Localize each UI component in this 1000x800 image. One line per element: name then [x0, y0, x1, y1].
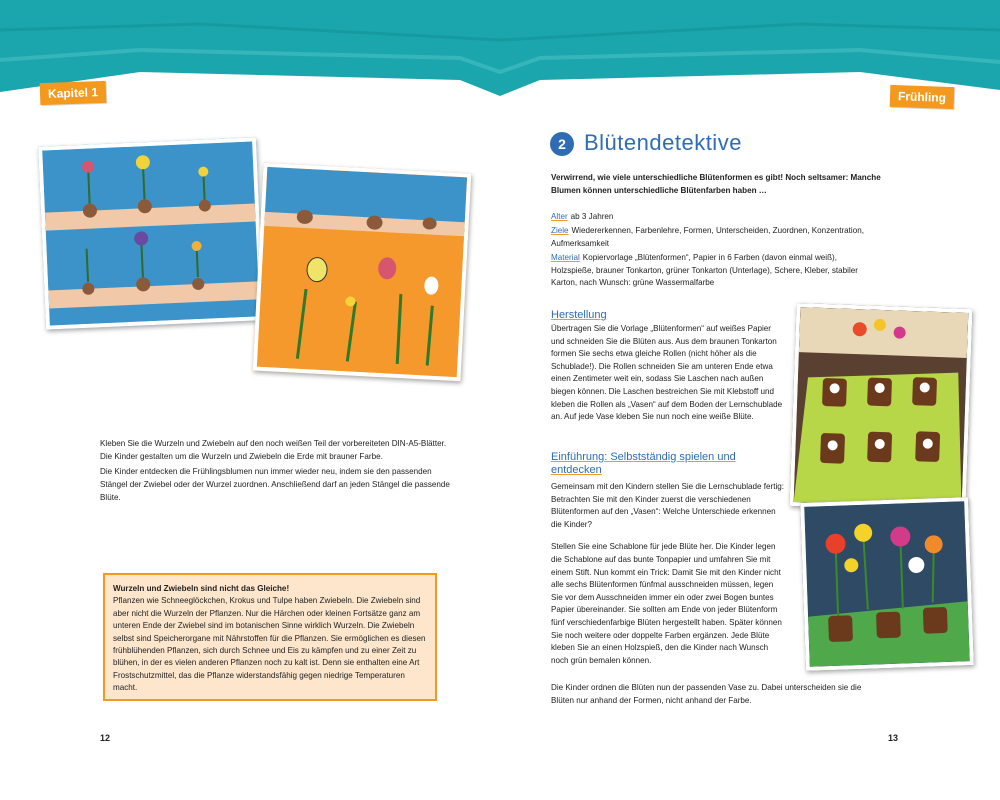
- section-text-herstellung: Übertragen Sie die Vorlage „Blütenformen“ auf weißes Papier und schneiden Sie die Blüten aus. Aus dem braunen Tonkarton formen Sie sechs etwa gleiche Rollen (nicht höher als die Schublade!). Die Rollen schneiden Sie am unteren Ende etwa einen Zentimeter weit ein, sodass Sie Laschen nach außen biegen können. Die Laschen bestreichen Sie mit Klebstoff und kleben die Rollen als „Vasen“ auf dem Boden der Lernschublade an. Auf jede Vase kleben Sie nun noch eine weiße Blüte.: [551, 324, 783, 422]
- photo-drawer-vases: [790, 303, 973, 512]
- page-number-right: 13: [888, 733, 899, 743]
- activity-number-badge: 2: [550, 132, 574, 156]
- top-banner: [0, 0, 1000, 110]
- closing-text: Die Kinder ordnen die Blüten nun der passenden Vase zu. Dabei unterscheiden sie die Blüten nur anhand der Formen, nicht anhand der Farbe.: [551, 683, 862, 705]
- info-box-title: Wurzeln und Zwiebeln sind nicht das Gleiche!: [113, 584, 290, 593]
- chapter-tab: Kapitel 1: [40, 81, 107, 105]
- season-tab: Frühling: [890, 85, 955, 109]
- section-text-einfuehrung: [551, 481, 786, 669]
- page-number-left: 12: [100, 733, 111, 743]
- meta-material-label: Material: [551, 253, 580, 263]
- activity-meta: [551, 211, 881, 291]
- meta-goals: [551, 225, 881, 250]
- photo-colorful-flowers: [800, 497, 974, 671]
- section-heading-herstellung: Herstellung: [551, 309, 607, 321]
- meta-age-label: Alter: [551, 212, 568, 221]
- meta-age-value: ab 3 Jahren: [570, 212, 614, 221]
- meta-goals-value: Wiedererkennen, Farbenlehre, Formen, Unterscheiden, Zuordnen, Konzentration, Aufmerksamkeit: [551, 226, 864, 248]
- info-box: [103, 573, 437, 701]
- meta-material-value: Kopiervorlage „Blütenformen“, Papier in 6 Farben (davon einmal weiß), Holzspieße, brauner Tonkarton, grüner Tonkarton (Unterlage), Schere, Kleber, stabiler Karton, nach Wunsch: grüne Wassermalfarbe: [551, 253, 858, 288]
- einfuehrung-paragraph-1: Gemeinsam mit den Kindern stellen Sie die Lernschublade fertig: Betrachten Sie mit den Kinder zuerst die verschiedenen Blütenformen auf den „Vasen“: Welche Unterschiede erkennen die Kinder?: [551, 482, 785, 529]
- photo-flower-collage: [253, 163, 472, 382]
- meta-age: [551, 211, 881, 223]
- intro-text: Verwirrend, wie viele unterschiedliche Blütenformen es gibt! Noch seltsamer: Manche Blumen können unterschiedliche Blütenfarben haben …: [551, 173, 881, 195]
- left-body-text: [100, 437, 450, 506]
- einfuehrung-paragraph-2: Stellen Sie eine Schablone für jede Blüte her. Die Kinder legen die Schablone auf das bunte Tonpapier und umfahren Sie mit einem Stift. Nun kommt ein Trick: Damit Sie mit den Kinder nicht alle sechs Blütenformen fünfmal ausschneiden müssen, legen Sie vor dem Ausschneiden immer ein oder zwei Bogen buntes Papier übereinander. Sie sollten am Ende von jeder Blütenform fünf verschiedenfarbige Blüten hergestellt haben. Später können Sie noch weitere oder doppelte Farben ergänzen. Jede Blüte kleben Sie an einen Holzspieß, den die Kinder nach Wunsch noch grün bemalen können.: [551, 542, 782, 665]
- info-box-text: Pflanzen wie Schneeglöckchen, Krokus und Tulpe haben Zwiebeln. Die Zwiebeln sind aber nicht die Wurzeln der Pflanzen. Nur die Härchen oder kleinen Fortsätze ganz am unteren Ende der Zwiebel sind im botanischen Sinne wirklich Wurzeln. Die Zwiebeln selbst sind Speicherorgane mit Nährstoffen für die Pflanzen. Sie ermöglichen es diesen frühblühenden Pflanzen, sich durch Schnee und Eis zu kämpfen und zu einer Zeit zu blühen, in der es vielen anderen Pflanzen noch zu kalt ist. Denn sie enthalten eine Art Frostschutzmittel, das die Pflanze widerstandsfähig gegen niedrige Temperaturen macht.: [113, 596, 426, 693]
- left-paragraph-2: Die Kinder entdecken die Frühlingsblumen nun immer wieder neu, indem sie den passenden Stängel der Zwiebel oder der Wurzel zuordnen. Anschließend darf an jeden Stängel die passende Blüte.: [100, 467, 450, 502]
- page-title: Blütendetektive: [584, 130, 742, 155]
- section-heading-einfuehrung: Einführung: Selbstständig spielen und entdecken: [551, 451, 736, 476]
- left-paragraph-1: Kleben Sie die Wurzeln und Zwiebeln auf den noch weißen Teil der vorbereiteten DIN-A5-Blätter. Die Kinder gestalten um die Wurzeln und Zwiebeln die Erde mit brauner Farbe.: [100, 439, 447, 461]
- meta-material: [551, 252, 881, 289]
- photo-bulb-drawings: [38, 137, 264, 329]
- meta-goals-label: Ziele: [551, 226, 569, 236]
